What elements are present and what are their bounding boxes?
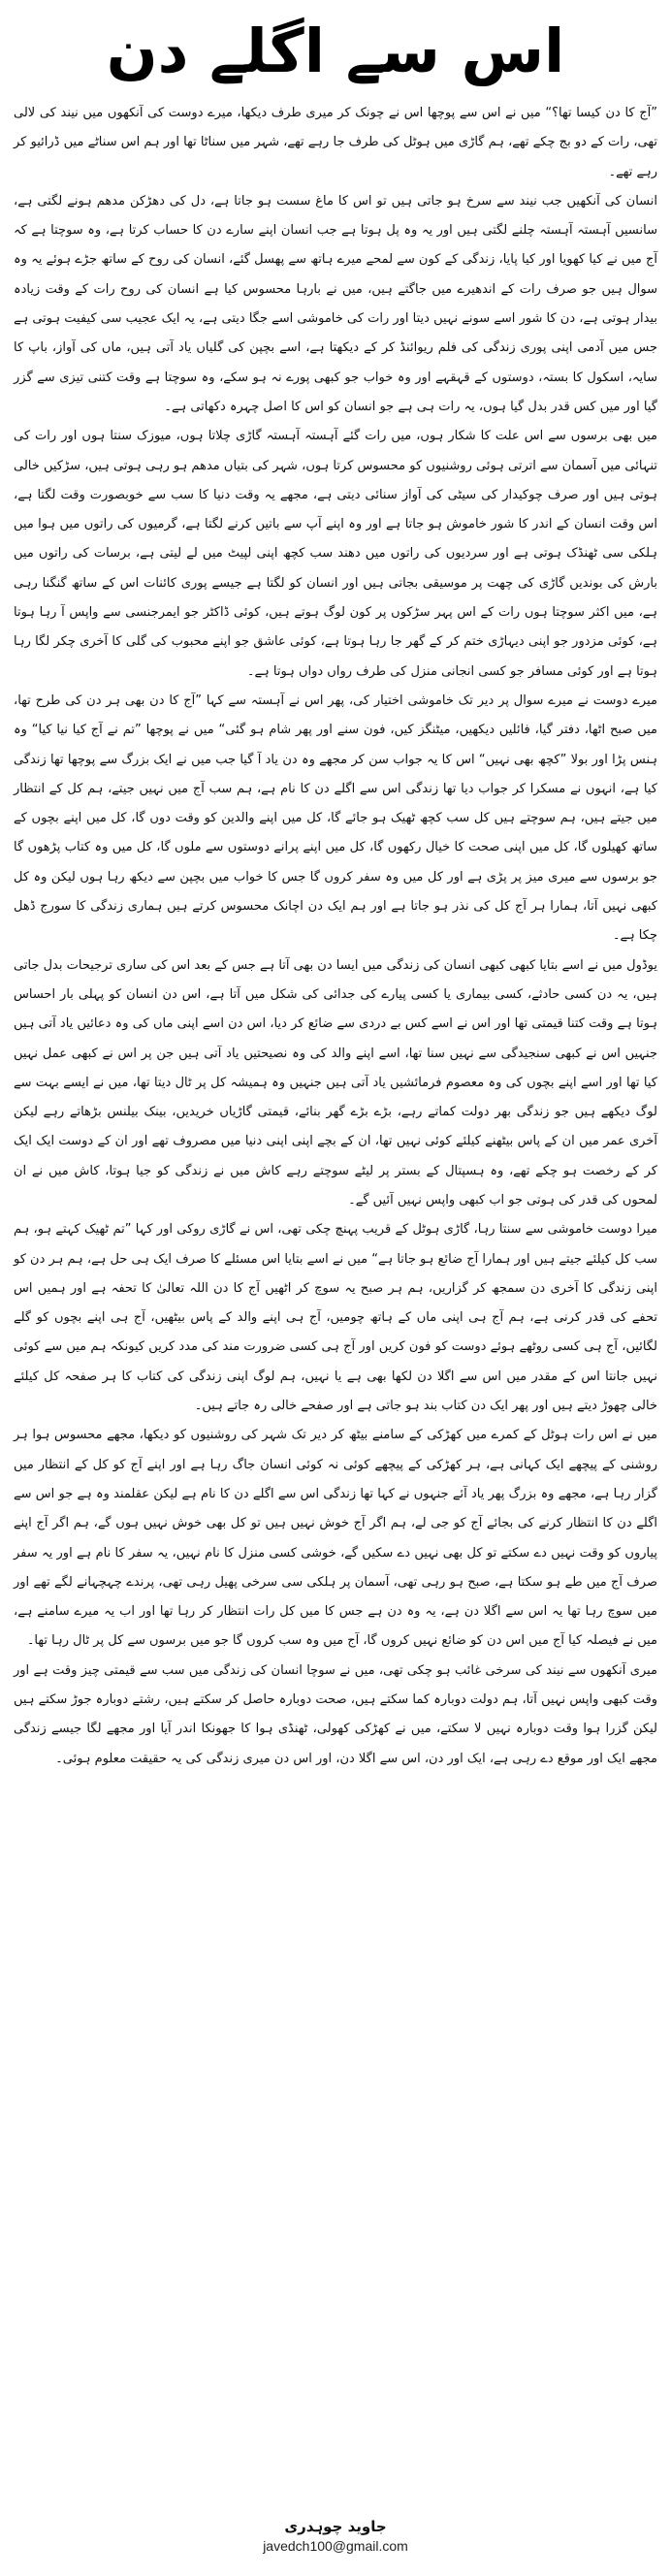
headline: اس سے اگلے دن [106, 16, 565, 86]
paragraph: میرا دوست خاموشی سے سنتا رہا، گاڑی ہوٹل کے قریب پہنچ چکی تھی، اس نے گاڑی روکی اور کہا ”تم ٹھیک کہتے ہو، ہم سب کل کیلئے جیتے ہیں اور ہمارا آج ضائع ہو جاتا ہے“ میں نے اسے بتایا اس مسئلے کا صرف ایک ہی حل ہے، ہم ہر دن کو اپنی زندگی کا آخری دن سمجھ کر گزاریں، ہم ہر صبح یہ سوچ کر اٹھیں آج کا دن اللہ تعالیٰ کا تحفہ ہے اور ہمیں اس تحفے کی قدر کرنی ہے، ہم آج ہی اپنی ماں کے ہاتھ چومیں، آج ہی اپنے والد کے پاس بیٹھیں، آج ہی اپنے بچوں کو گلے لگائیں، آج ہی کسی روٹھے ہوئے دوست کو فون کریں اور آج ہی کسی ضرورت مند کی مدد کریں کیونکہ ہم میں سے کوئی نہیں جانتا اس کے مقدر میں اس سے اگلا دن لکھا بھی ہے یا نہیں، ہم لوگ اپنی زندگی کی کتاب کا ہر صفحہ کل کیلئے خالی چھوڑ دیتے ہیں اور پھر ایک دن کتاب بند ہو جاتی ہے اور صفحے خالی رہ جاتے ہیں۔ [14, 1222, 657, 1414]
paragraph: میں نے اس رات ہوٹل کے کمرے میں کھڑکی کے سامنے بیٹھ کر دیر تک شہر کی روشنیوں کو دیکھا، مجھے محسوس ہوا ہر روشنی کے پیچھے ایک کہانی ہے، ہر کھڑکی کے پیچھے کوئی نہ کوئی انسان جاگ رہا ہے اور اپنے آج کو کل کے انتظار میں گزار رہا ہے، مجھے وہ بزرگ پھر یاد آئے جنہوں نے کہا تھا زندگی اس سے اگلے دن کا نام ہے لیکن عقلمند وہ ہے جو اس سے اگلے دن کا انتظار کرنے کی بجائے آج کو جی لے، ہم اگر آج خوش نہیں ہیں تو کل بھی خوش نہیں ہوں گے، ہم اگر آج اپنے پیاروں کو وقت نہیں دے سکتے تو کل بھی نہیں دے سکیں گے، خوشی کسی منزل کا نام نہیں، یہ سفر کا نام ہے اور یہ سفر صرف آج میں طے ہو سکتا ہے، صبح ہو رہی تھی، آسمان پر ہلکی سی سرخی پھیل رہی تھی، پرندے چہچہانے لگے تھے اور میں سوچ رہا تھا یہ اس سے اگلا دن ہے، یہ وہ دن ہے جس کا میں کل رات انتظار کر رہا تھا اور اب یہ میرے سامنے ہے، میں نے فیصلہ کیا آج میں اس دن کو ضائع نہیں کروں گا، آج میں وہ سب کروں گا جو میں برسوں سے کل پر ٹال رہا تھا۔ [14, 1428, 657, 1649]
author-name: جاوید چوہدری [284, 2518, 387, 2535]
paragraph: یوڈول میں نے اسے بتایا کبھی کبھی انسان کی زندگی میں ایسا دن بھی آتا ہے جس کے بعد اس کی ساری ترجیحات بدل جاتی ہیں، یہ دن کسی حادثے، کسی بیماری یا کسی پیارے کی جدائی کی شکل میں آتا ہے، اس دن انسان کو پہلی بار احساس ہوتا ہے وقت کتنا قیمتی تھا اور اس نے اسے کس بے دردی سے ضائع کر دیا، اس دن اسے اپنی ماں کی وہ دعائیں یاد آتی ہیں جنہیں اس نے کبھی سنجیدگی سے نہیں سنا تھا، اسے اپنے والد کی وہ نصیحتیں یاد آتی ہیں جن پر اس نے کبھی عمل نہیں کیا تھا اور اسے اپنے بچوں کی وہ معصوم فرمائشیں یاد آتی ہیں جنہیں وہ ہمیشہ کل پر ٹال دیتا تھا، میں نے ایسے بہت سے لوگ دیکھے ہیں جو زندگی بھر دولت کماتے رہے، بڑے بڑے گھر بنائے، قیمتی گاڑیاں خریدیں، بینک بیلنس بڑھاتے رہے لیکن آخری عمر میں ان کے پاس بیٹھنے کیلئے کوئی نہیں تھا، ان کے بچے اپنی اپنی دنیا میں مصروف تھے اور ان کے دوست ایک ایک کر کے رخصت ہو چکے تھے، وہ ہسپتال کے بستر پر لیٹے سوچتے رہے کاش میں نے زندگی کو جیا ہوتا، کاش میں نے ان لمحوں کی قدر کی ہوتی جو اب کبھی واپس نہیں آئیں گے۔ [14, 957, 657, 1208]
paragraph: میں بھی برسوں سے اس علت کا شکار ہوں، میں رات گئے آہستہ آہستہ گاڑی چلاتا ہوں، میوزک سنتا ہوں اور رات کی تنہائی میں آسمان سے اترتی ہوئی روشنیوں کو محسوس کرتا ہوں، شہر کی بتیاں مدھم ہو رہی ہوتی ہیں، سڑکیں خالی ہوتی ہیں اور صرف چوکیدار کی سیٹی کی آواز سنائی دیتی ہے، مجھے یہ وقت دنیا کا سب سے خوبصورت وقت لگتا ہے، اس وقت انسان کے اندر کا شور خاموش ہو جاتا ہے اور وہ اپنے آپ سے باتیں کرنے لگتا ہے، گرمیوں کی راتوں میں ہوا میں ہلکی سی ٹھنڈک ہوتی ہے اور سردیوں کی راتوں میں دھند سب کچھ اپنی لپیٹ میں لے لیتی ہے، برسات کی راتوں میں بارش کی بوندیں گاڑی کی چھت پر موسیقی بجاتی ہیں اور انسان کو لگتا ہے جیسے پوری کائنات اس کے ساتھ گنگنا رہی ہے، میں اکثر سوچتا ہوں رات کے اس پہر سڑکوں پر کون لوگ ہوتے ہیں، کوئی ڈاکٹر جو ایمرجنسی سے واپس آ رہا ہوتا ہے، کوئی مزدور جو اپنی دیہاڑی ختم کر کے گھر جا رہا ہوتا ہے، کوئی عاشق جو اپنے محبوب کی گلی کا آخری چکر لگا رہا ہوتا ہے اور کوئی مسافر جو کسی انجانی منزل کی طرف رواں دواں ہوتا ہے۔ [14, 429, 657, 679]
paragraph: میرے دوست نے میرے سوال پر دیر تک خاموشی اختیار کی، پھر اس نے آہستہ سے کہا ”آج کا دن بھی ہر دن کی طرح تھا، میں صبح اٹھا، دفتر گیا، فائلیں دیکھیں، میٹنگز کیں، فون سنے اور پھر شام ہو گئی“ میں نے پوچھا ”تم نے آج کیا نیا کیا“ وہ ہنس پڑا اور بولا ”کچھ بھی نہیں“ اس کا یہ جواب سن کر مجھے وہ دن یاد آ گیا جب میں نے ایک بزرگ سے پوچھا تھا زندگی کیا ہے، انہوں نے مسکرا کر جواب دیا تھا زندگی اس سے اگلے دن کا نام ہے، ہم سب آج میں نہیں جیتے، ہم کل کے انتظار میں جیتے ہیں، ہم سوچتے ہیں کل سب کچھ ٹھیک ہو جائے گا، کل میں اپنے والدین کو وقت دوں گا، کل میں اپنے بچوں کے ساتھ کھیلوں گا، کل میں اپنی صحت کا خیال رکھوں گا، کل میں اپنے پرانے دوستوں سے ملوں گا، کل میں وہ کتاب پڑھوں گا جو برسوں سے میری میز پر پڑی ہے اور کل میں وہ سفر کروں گا جس کا خواب میں بچپن سے دیکھ رہا ہوں لیکن وہ کل کبھی نہیں آتا، ہمارا ہر آج کل کی نذر ہو جاتا ہے اور ہم ایک دن اچانک محسوس کرتے ہیں ہماری زندگی کا سورج ڈھل چکا ہے۔ [14, 692, 657, 944]
paragraph: میری آنکھوں سے نیند کی سرخی غائب ہو چکی تھی، میں نے سوچا انسان کی زندگی میں سب سے قیمتی چیز وقت ہے اور وقت کبھی واپس نہیں آتا، ہم دولت دوبارہ کما سکتے ہیں، صحت دوبارہ حاصل کر سکتے ہیں، رشتے دوبارہ جوڑ سکتے ہیں لیکن گزرا ہوا وقت دوبارہ نہیں لا سکتے، میں نے کھڑکی کھولی، ٹھنڈی ہوا کا جھونکا اندر آیا اور مجھے لگا جیسے زندگی مجھے ایک اور موقع دے رہی ہے، ایک اور دن، اس سے اگلا دن، اور اس دن میری زندگی کی یہ حقیقت معلوم ہوئی۔ [14, 1662, 657, 1766]
paragraph: انسان کی آنکھیں جب نیند سے سرخ ہو جاتی ہیں تو اس کا ماغ سست ہو جاتا ہے، دل کی دھڑکن مدھم ہونے لگتی ہے، سانسیں آہستہ آہستہ چلنے لگتی ہیں اور یہ وہ پل ہوتا ہے جب انسان اپنے سارے دن کا حساب کرتا ہے، وہ سوچتا ہے کہ آج میں نے کیا کھویا اور کیا پایا، زندگی کے کون سے لمحے میرے ہاتھ سے پھسل گئے، انسان کی روح کے ساتھ جڑے ہوئے یہ وہ سوال ہیں جو صرف رات کے اندھیرے میں جاگتے ہیں، میں نے بارہا محسوس کیا ہے انسان کی روح رات کے وقت زیادہ بیدار ہوتی ہے، دن کا شور اسے سونے نہیں دیتا اور رات کی خاموشی اسے جگا دیتی ہے، یہ ایک عجیب سی کیفیت ہوتی ہے جس میں آدمی اپنی پوری زندگی کی فلم ریوائنڈ کر کے دیکھتا ہے، اسے بچپن کی گلیاں یاد آتی ہیں، ماں کی آواز، باپ کا سایہ، اسکول کا بستہ، دوستوں کے قہقہے اور وہ خواب جو کبھی پورے نہ ہو سکے، وہ سوچتا ہے وقت کتنی تیزی سے گزر گیا اور میں کس قدر بدل گیا ہوں، یہ رات ہی ہے جو انسان کو اس کا اصل چہرہ دکھاتی ہے۔ [13, 193, 657, 414]
author-email: javedch100@gmail.com [263, 2538, 408, 2554]
paragraph: ”آج کا دن کیسا تھا؟“ میں نے اس سے پوچھا اس نے چونک کر میری طرف دیکھا، میرے دوست کی آنکھوں میں نیند کی لالی تھی، رات کے دو بج چکے تھے، ہم گاڑی میں ہوٹل کی طرف جا رہے تھے، شہر میں سناٹا تھا اور ہم اس سناٹے میں ڈرائیو کر رہے تھے۔ [14, 106, 657, 179]
byline [0, 2516, 671, 2555]
article-body [14, 99, 657, 1774]
